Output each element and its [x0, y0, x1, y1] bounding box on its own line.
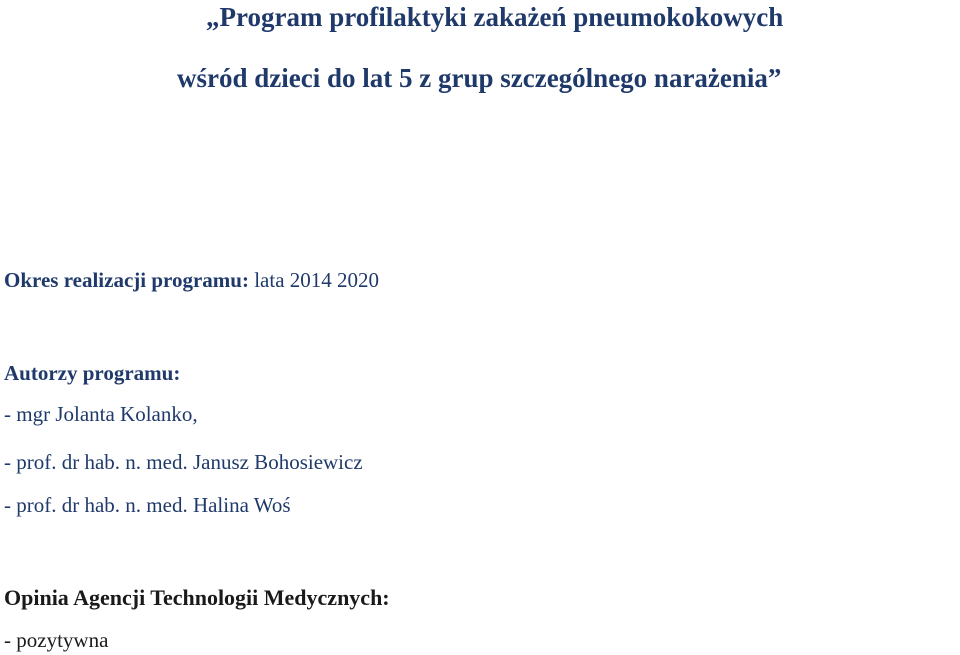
- author-item: - mgr Jolanta Kolanko,: [4, 402, 198, 426]
- author-item: - prof. dr hab. n. med. Janusz Bohosiewicz: [4, 450, 363, 474]
- opinion-heading: Opinia Agencji Technologii Medycznych:: [4, 585, 390, 610]
- program-period-label: Okres realizacji programu:: [4, 268, 249, 292]
- program-period-value: lata 2014 2020: [248, 268, 380, 292]
- program-title-line-1: „Program profilaktyki zakażeń pneumokokowych: [206, 2, 784, 32]
- program-period: [4, 270, 379, 291]
- opinion-value: - pozytywna: [4, 628, 109, 652]
- program-title-line-2: wśród dzieci do lat 5 z grup szczególnego narażenia”: [177, 63, 782, 93]
- authors-heading: Autorzy programu:: [4, 361, 181, 385]
- author-item: - prof. dr hab. n. med. Halina Woś: [4, 493, 291, 517]
